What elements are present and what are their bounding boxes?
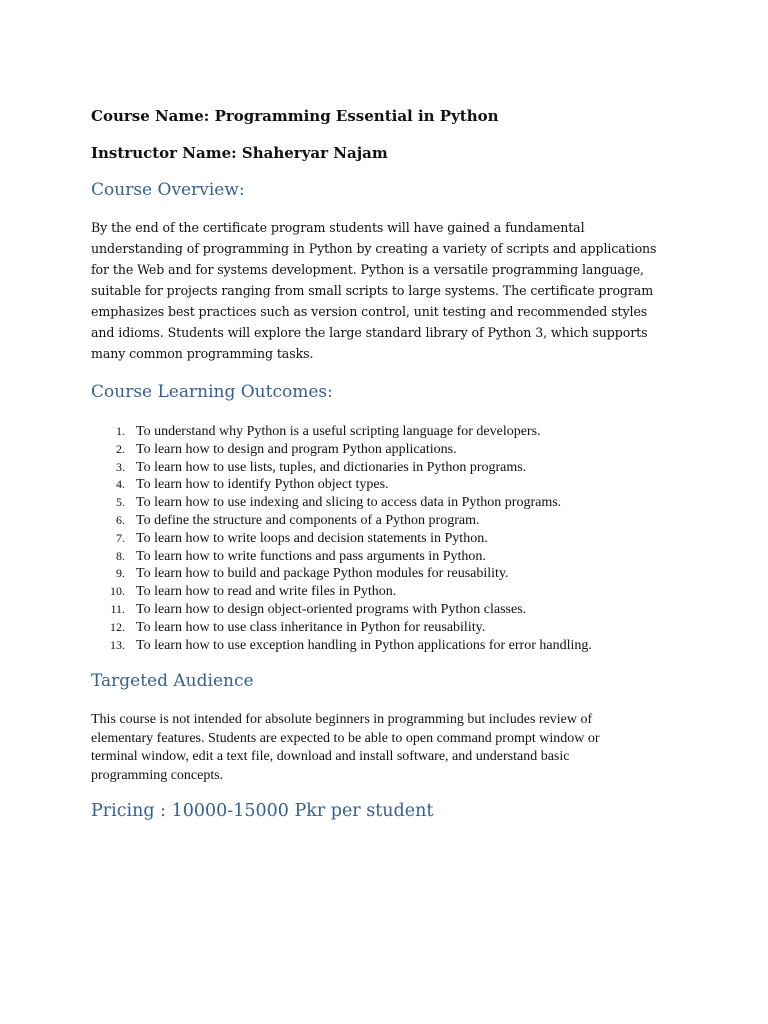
targeted-audience-heading: Targeted Audience <box>91 671 254 692</box>
list-item-text: To learn how to read and write files in Python. <box>136 584 397 600</box>
list-item-text: To learn how to identify Python object types. <box>136 477 389 493</box>
overview-line: suitable for projects ranging from small scripts to large systems. The certificate program <box>91 283 654 298</box>
list-item-number: 12. <box>110 619 125 634</box>
overview-line: and idioms. Students will explore the large standard library of Python 3, which supports <box>91 325 648 340</box>
list-item-text: To learn how to use indexing and slicing to access data in Python programs. <box>136 495 562 511</box>
list-item-text: To define the structure and components of a Python program. <box>136 512 480 528</box>
course-overview-heading: Course Overview: <box>91 180 245 200</box>
list-item-number: 4. <box>116 477 125 492</box>
list-item <box>91 512 681 530</box>
list-item <box>91 441 681 459</box>
course-name-line: Course Name: Programming Essential in Python <box>91 107 499 125</box>
learning-outcomes-list <box>91 423 681 654</box>
list-item-number: 1. <box>116 424 125 438</box>
targeted-audience-paragraph <box>91 711 651 785</box>
overview-line: By the end of the certificate program students will have gained a fundamental <box>91 220 585 235</box>
list-item-text: To learn how to write functions and pass arguments in Python. <box>136 548 486 564</box>
list-item-text: To learn how to design object-oriented programs with Python classes. <box>136 601 527 617</box>
overview-line: for the Web and for systems development. Python is a versatile programming language, <box>91 262 644 277</box>
list-item-text: To learn how to use class inheritance in Python for reusability. <box>136 619 486 635</box>
list-item-number: 3. <box>116 459 125 474</box>
list-item-text: To understand why Python is a useful scripting language for developers. <box>136 424 541 439</box>
list-item <box>91 423 681 441</box>
document-body <box>91 106 681 822</box>
learning-outcomes-heading: Course Learning Outcomes: <box>91 382 333 402</box>
list-item-text: To learn how to use exception handling in Python applications for error handling. <box>136 637 592 653</box>
course-overview-paragraph <box>91 217 681 364</box>
list-item-number: 2. <box>116 441 125 456</box>
list-item <box>91 565 681 583</box>
list-item-number: 9. <box>116 566 125 581</box>
overview-line: understanding of programming in Python by creating a variety of scripts and applications <box>91 241 657 256</box>
list-item-number: 7. <box>116 530 125 545</box>
list-item <box>91 476 681 494</box>
overview-line: emphasizes best practices such as version control, unit testing and recommended styles <box>91 304 648 319</box>
list-item <box>91 583 681 601</box>
list-item-number: 10. <box>110 584 125 599</box>
list-item-text: To learn how to use lists, tuples, and dictionaries in Python programs. <box>136 459 527 475</box>
list-item <box>91 601 681 619</box>
list-item <box>91 494 681 512</box>
overview-line: many common programming tasks. <box>91 346 314 361</box>
audience-line: This course is not intended for absolute beginners in programming but includes review of <box>91 712 593 728</box>
list-item-number: 8. <box>116 548 125 563</box>
pricing-heading: Pricing : 10000-15000 Pkr per student <box>91 801 434 822</box>
list-item-number: 6. <box>116 512 125 527</box>
list-item <box>91 530 681 548</box>
audience-line: elementary features. Students are expected to be able to open command prompt window or <box>91 730 600 746</box>
list-item-number: 11. <box>110 601 125 616</box>
list-item <box>91 619 681 637</box>
instructor-name-line: Instructor Name: Shaheryar Najam <box>91 144 388 162</box>
list-item <box>91 459 681 477</box>
list-item-text: To learn how to write loops and decision statements in Python. <box>136 530 488 546</box>
audience-line: programming concepts. <box>91 767 224 783</box>
list-item-number: 13. <box>110 637 125 652</box>
list-item-text: To learn how to build and package Python modules for reusability. <box>136 566 509 582</box>
audience-line: terminal window, edit a text file, download and install software, and understand basic <box>91 749 570 765</box>
list-item-number: 5. <box>116 495 125 510</box>
list-item <box>91 548 681 566</box>
list-item <box>91 637 681 655</box>
list-item-text: To learn how to design and program Python applications. <box>136 441 457 457</box>
